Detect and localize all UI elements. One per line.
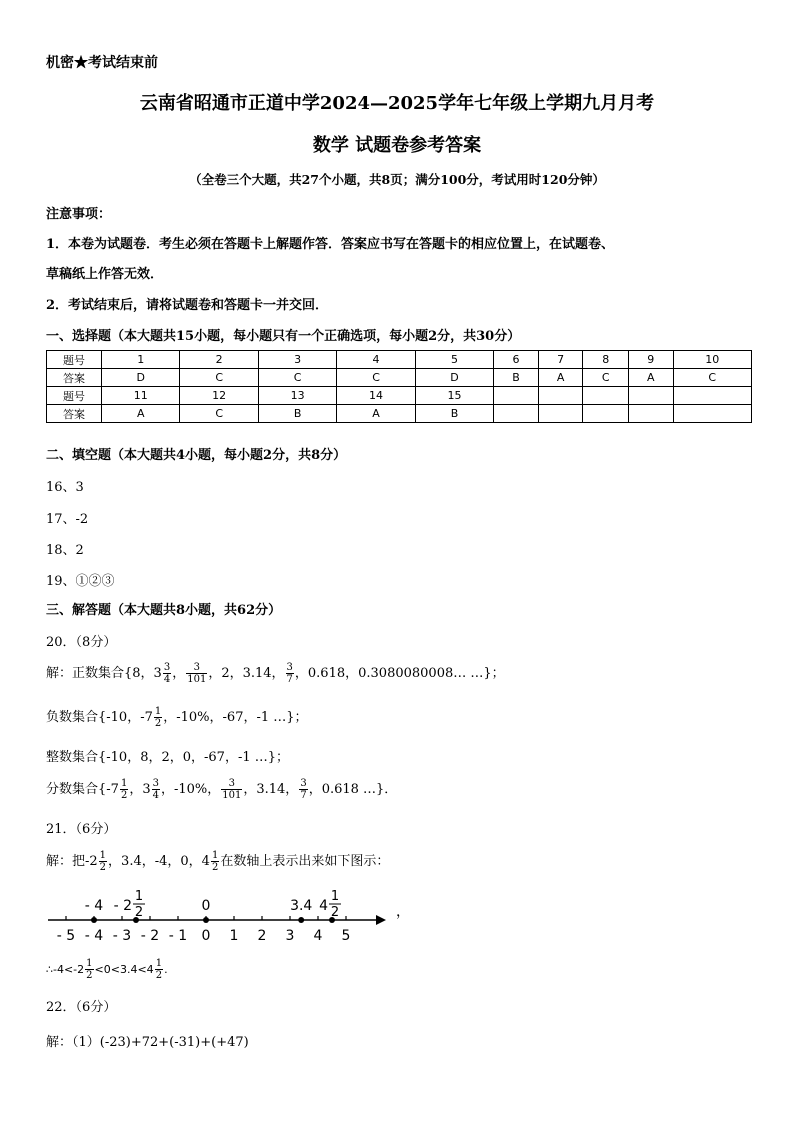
text-segment: ，-10%，-67，-1 …}；: [163, 710, 308, 725]
q22-label: 22．（6分）: [46, 1000, 117, 1015]
answer-17: 17、-2: [46, 512, 89, 527]
tick-label: 0: [201, 928, 211, 944]
table-cell: 题号: [47, 387, 102, 405]
text-segment: 分数集合{-7: [46, 782, 119, 797]
text-segment: ，3.4，-4，0，4: [108, 854, 210, 869]
fraction: [155, 958, 163, 981]
table-cell: [628, 387, 673, 405]
table-cell: B: [494, 369, 539, 387]
denominator: 4: [163, 674, 171, 685]
fraction: [186, 662, 207, 685]
text-segment: .: [164, 963, 168, 976]
answer-16: 16、3: [46, 480, 84, 495]
table-cell: D: [415, 369, 493, 387]
table-cell: A: [538, 369, 583, 387]
denominator: 2: [211, 862, 219, 873]
denominator: 2: [99, 862, 107, 873]
table-cell: 13: [258, 387, 336, 405]
tick-label: 1: [229, 928, 239, 944]
point-label: 0: [201, 898, 211, 914]
table-cell: B: [415, 405, 493, 423]
text-segment: 解：正数集合{8，: [46, 666, 154, 681]
text-segment: ，: [172, 666, 186, 681]
fraction: [286, 662, 294, 685]
section3-heading: 三、解答题（本大题共8小题，共62分）: [46, 603, 282, 618]
table-cell: 9: [628, 351, 673, 369]
table-cell: 11: [102, 387, 180, 405]
table-row: [47, 387, 752, 405]
text-segment: ∴-4<-2: [46, 963, 85, 976]
note-item-2: 2．考试结束后，请将试题卷和答题卡一并交回．: [46, 298, 329, 313]
table-cell: 12: [180, 387, 258, 405]
fraction: [211, 850, 219, 873]
table-cell: [538, 405, 583, 423]
table-cell: C: [673, 369, 751, 387]
text-segment: ，0.618，0.3080080008… …}；: [294, 666, 505, 681]
exam-subtitle: 数学 试题卷参考答案: [312, 135, 482, 156]
table-row: [47, 369, 752, 387]
q20-label: 20．（8分）: [46, 635, 117, 650]
table-row: [47, 405, 752, 423]
fraction: [154, 706, 162, 729]
point-fraction-numerator: 1: [330, 889, 340, 904]
q22-line1: 解：（1）(-23)+72+(-31)+(+47): [46, 1035, 249, 1050]
table-cell: 15: [415, 387, 493, 405]
numerator: 1: [155, 958, 163, 969]
q21-label: 21．（6分）: [46, 822, 117, 837]
q20-positive-set: [46, 662, 505, 685]
table-cell: 7: [538, 351, 583, 369]
numerator: 3: [186, 662, 207, 674]
table-cell: [673, 405, 751, 423]
table-cell: 10: [673, 351, 751, 369]
table-cell: [673, 387, 751, 405]
table-cell: 3: [258, 351, 336, 369]
table-cell: C: [258, 369, 336, 387]
table-cell: 4: [337, 351, 415, 369]
numerator: 1: [154, 706, 162, 717]
tick-label: - 3: [112, 928, 132, 944]
table-cell: 14: [337, 387, 415, 405]
q20-negative-set: [46, 706, 308, 729]
fraction: [99, 850, 107, 873]
tick-label: - 1: [168, 928, 188, 944]
numerator: 3: [221, 778, 242, 790]
note-item-1-cont: 草稿纸上作答无效．: [46, 267, 164, 282]
table-cell: 2: [180, 351, 258, 369]
denominator: 2: [86, 970, 93, 981]
number-line: [40, 884, 440, 954]
tick-label: 5: [341, 928, 351, 944]
text-segment: 解：把-2: [46, 854, 98, 869]
arrow-icon: [376, 915, 386, 925]
table-cell: A: [102, 405, 180, 423]
numerator: 3: [152, 778, 159, 789]
notes-heading: 注意事项：: [46, 207, 112, 222]
table-cell: C: [180, 369, 258, 387]
table-cell: [494, 387, 539, 405]
numerator: 3: [300, 778, 307, 789]
point-label: - 4: [84, 898, 104, 914]
fraction: [120, 778, 128, 801]
answer-19: 19、①②③: [46, 574, 115, 589]
text-segment: ，3: [129, 782, 151, 797]
numerator: 1: [99, 850, 107, 861]
denominator: 2: [154, 718, 162, 729]
answer-table: [46, 350, 752, 423]
q20-integer-set: 整数集合{-10，8，2，0，-67，-1 …}；: [46, 750, 290, 765]
tick-label: 3: [285, 928, 295, 944]
table-row: [47, 351, 752, 369]
table-cell: A: [337, 405, 415, 423]
denominator: 101: [187, 674, 207, 685]
q21-intro: [46, 850, 389, 873]
text-segment: ，3.14，: [243, 782, 299, 797]
section2-heading: 二、填空题（本大题共4小题，每小题2分，共8分）: [46, 448, 347, 463]
text-segment: ，2，3.14，: [208, 666, 285, 681]
text-segment: 负数集合{-10，-7: [46, 710, 153, 725]
confidential-label: 机密★考试结束前: [46, 55, 158, 71]
table-cell: [538, 387, 583, 405]
answer-18: 18、2: [46, 543, 84, 558]
denominator: 2: [155, 970, 163, 981]
note-item-1: 1．本卷为试题卷．考生必须在答题卡上解题作答．答案应书写在答题卡的相应位置上，在试题卷、: [46, 237, 615, 252]
numerator: 3: [286, 662, 293, 673]
denominator: 7: [300, 790, 307, 801]
point-fraction-numerator: 1: [134, 889, 144, 904]
denominator: 7: [286, 674, 293, 685]
q20-fraction-set: [46, 778, 397, 801]
text-segment: 在数轴上表示出来如下图示：: [220, 854, 390, 869]
table-cell: [628, 405, 673, 423]
table-cell: [583, 387, 628, 405]
fraction: [85, 958, 93, 981]
fraction: [163, 662, 171, 685]
q21-conclusion: [46, 958, 168, 981]
point-dot: [91, 917, 97, 923]
text-segment: ，0.618 …}．: [308, 782, 398, 797]
fraction: [299, 778, 307, 801]
point-fraction-denominator: 2: [330, 905, 340, 920]
exam-info: （全卷三个大题，共27个小题，共8页；满分100分，考试用时120分钟）: [189, 172, 605, 187]
denominator: 101: [222, 790, 242, 801]
table-cell: C: [180, 405, 258, 423]
text-segment: ，-10%，: [160, 782, 221, 797]
table-cell: 5: [415, 351, 493, 369]
numerator: 1: [86, 958, 93, 969]
point-label: 3.4: [290, 898, 313, 914]
numerator: 1: [120, 778, 128, 789]
table-cell: 1: [102, 351, 180, 369]
tick-label: - 5: [56, 928, 76, 944]
table-cell: [494, 405, 539, 423]
tick-label: 2: [257, 928, 267, 944]
table-cell: [583, 405, 628, 423]
table-cell: C: [337, 369, 415, 387]
trailing-comma: ，: [396, 904, 410, 920]
table-cell: 8: [583, 351, 628, 369]
table-cell: D: [102, 369, 180, 387]
table-cell: C: [583, 369, 628, 387]
table-cell: 题号: [47, 351, 102, 369]
point-label: - 2: [113, 898, 132, 914]
text-segment: 3: [153, 666, 162, 681]
numerator: 3: [163, 662, 171, 673]
table-cell: A: [628, 369, 673, 387]
denominator: 2: [120, 790, 128, 801]
tick-label: 4: [313, 928, 323, 944]
fraction: [221, 778, 242, 801]
tick-label: - 2: [140, 928, 160, 944]
tick-label: - 4: [84, 928, 104, 944]
table-cell: 答案: [47, 405, 102, 423]
point-dot: [203, 917, 209, 923]
exam-title: 云南省昭通市正道中学2024—2025学年七年级上学期九月月考: [139, 93, 655, 114]
table-cell: 答案: [47, 369, 102, 387]
point-dot: [298, 917, 304, 923]
denominator: 4: [152, 790, 159, 801]
fraction: [152, 778, 160, 801]
text-segment: <0<3.4<4: [94, 963, 154, 976]
numerator: 1: [211, 850, 219, 861]
point-label: 4: [319, 898, 328, 914]
table-cell: 6: [494, 351, 539, 369]
section1-heading: 一、选择题（本大题共15小题，每小题只有一个正确选项，每小题2分，共30分）: [46, 329, 521, 344]
point-fraction-denominator: 2: [134, 905, 144, 920]
table-cell: B: [258, 405, 336, 423]
